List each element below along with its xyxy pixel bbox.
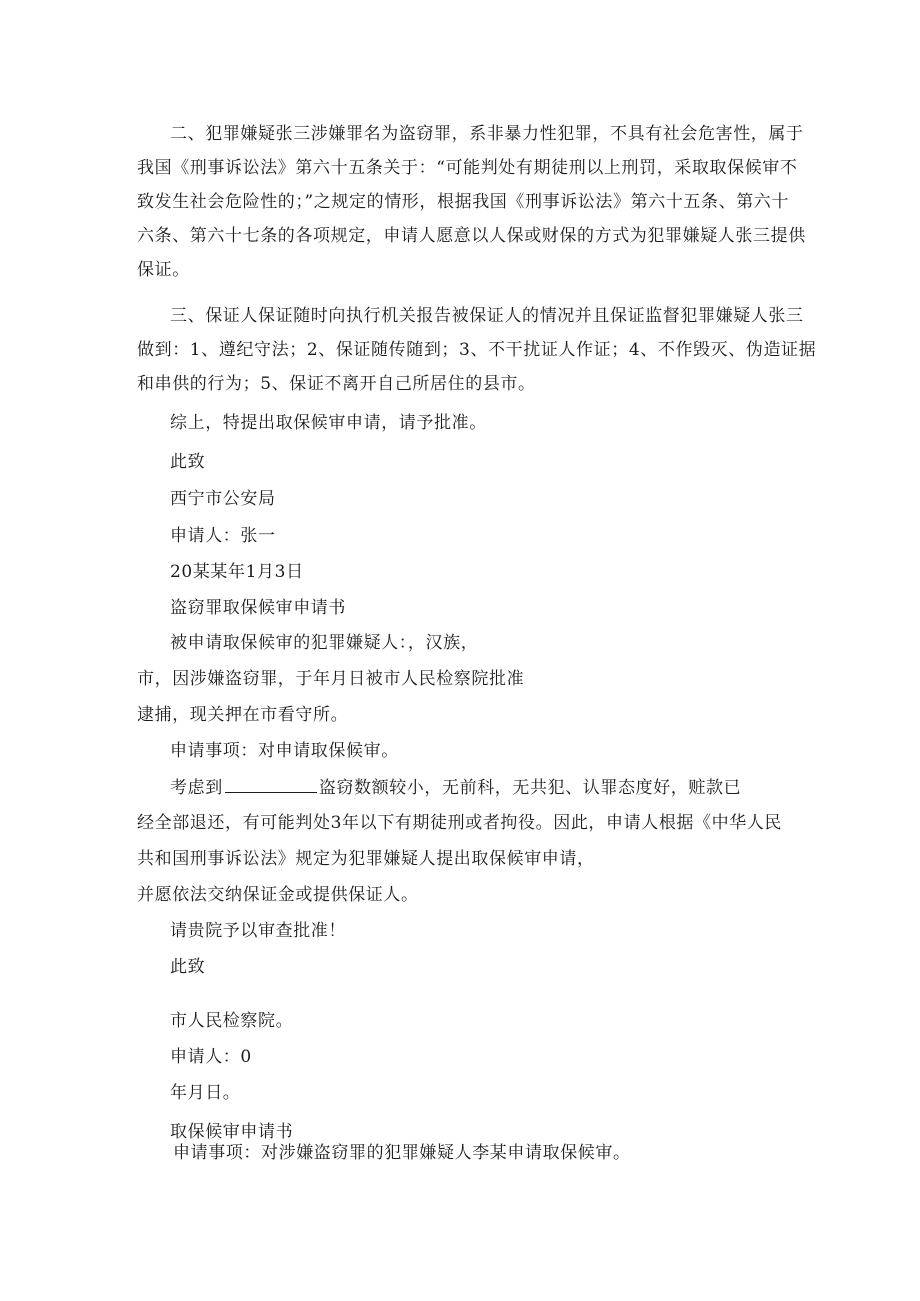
applicant: 申请人：张一 xyxy=(170,526,276,546)
section-title: 取保候审申请书 xyxy=(170,1122,294,1142)
text-line: 六条、第六十七条的各项规定，申请人愿意以人保或财保的方式为犯罪嫌疑人张三提供 xyxy=(137,226,806,246)
conclusion: 综上，特提出取保候审申请，请予批准。 xyxy=(170,413,487,433)
text-segment: 盗窃数额较小，无前科，无共犯、认罪态度好，赃款已 xyxy=(318,778,742,798)
date: 20某某年1月3日 xyxy=(170,562,304,582)
application-matter: 申请事项：对申请取保候审。 xyxy=(170,741,399,761)
text-line: 共和国刑事诉讼法》规定为犯罪嫌疑人提出取保候审申请， xyxy=(137,849,595,869)
text-line: 做到：1、遵纪守法；2、保证随传随到；3、不干扰证人作证；4、不作毁灭、伪造证据 xyxy=(137,340,817,360)
text-line: 三、保证人保证随时向执行机关报告被保证人的情况并且保证监督犯罪嫌疑人张三 xyxy=(170,306,804,326)
text-line: 致发生社会危险性的；”之规定的情形，根据我国《刑事诉讼法》第六十五条、第六十 xyxy=(137,192,789,212)
text-line xyxy=(170,776,741,799)
text-line: 市，因涉嫌盗窃罪，于年月日被市人民检察院批准 xyxy=(137,669,525,689)
salutation: 此致 xyxy=(170,452,206,472)
recipient: 市人民检察院。 xyxy=(170,1011,294,1031)
salutation: 此致 xyxy=(170,957,206,977)
application-matter: 申请事项：对涉嫌盗窃罪的犯罪嫌疑人李某申请取保候审。 xyxy=(173,1143,631,1163)
text-line: 并愿依法交纳保证金或提供保证人。 xyxy=(137,885,419,905)
fill-in-blank xyxy=(225,776,317,793)
section-title: 盗窃罪取保候审申请书 xyxy=(170,598,346,618)
applicant: 申请人：0 xyxy=(170,1047,252,1067)
text-segment: 考虑到 xyxy=(170,778,223,798)
text-line: 我国《刑事诉讼法》第六十五条关于：“可能判处有期徒刑以上刑罚，采取取保候审不 xyxy=(137,158,798,178)
text-line: 保证。 xyxy=(137,260,190,280)
suspect-line: 被申请取保候审的犯罪嫌疑人：，汉族， xyxy=(170,633,479,653)
text-line: 和串供的行为；5、保证不离开自己所居住的县市。 xyxy=(137,374,536,394)
request: 请贵院予以审查批准！ xyxy=(170,921,346,941)
text-line: 逮捕，现关押在市看守所。 xyxy=(137,705,349,725)
text-line: 二、犯罪嫌疑张三涉嫌罪名为盗窃罪，系非暴力性犯罪，不具有社会危害性，属于 xyxy=(170,124,804,144)
recipient: 西宁市公安局 xyxy=(170,489,276,509)
date: 年月日。 xyxy=(170,1083,241,1103)
text-line: 经全部退还，有可能判处3年以下有期徒刑或者拘役。因此，申请人根据《中华人民 xyxy=(137,813,783,833)
